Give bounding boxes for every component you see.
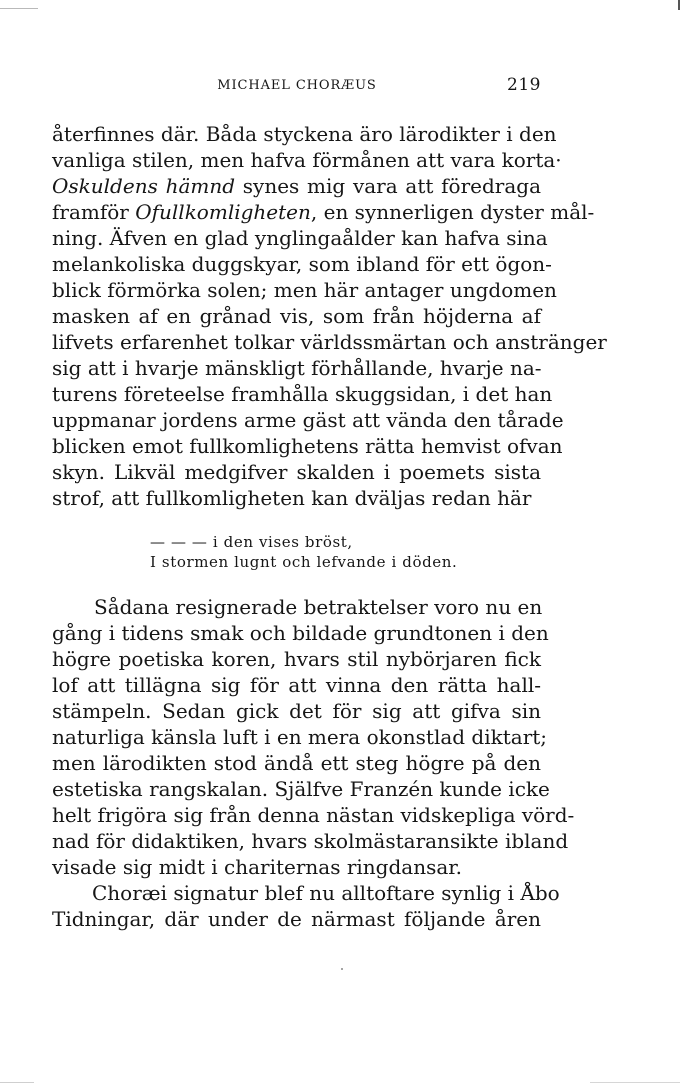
text-line: visade sig midt i chariternas ringdansar. — [52, 855, 462, 879]
text-line: Sådana resignerade betraktelser voro nu en — [94, 595, 543, 619]
italic-title: Oskuldens hämnd — [52, 174, 236, 198]
text-fragment: synes mig vara att föredraga — [242, 174, 541, 198]
text-line: skyn. Likväl medgifver skalden i poemets sista — [52, 460, 541, 484]
text-line: helt frigöra sig från denna nästan vidskepliga vörd- — [52, 803, 575, 827]
text-line: stämpeln. Sedan gick det för sig att gifva sin — [52, 699, 541, 723]
text-line: turens företeelse framhålla skuggsidan, i det han — [52, 382, 553, 406]
text-line: lifvets erfarenhet tolkar världssmärtan och anstränger — [52, 330, 607, 354]
text-fragment: , en synnerligen dyster mål- — [310, 200, 595, 224]
text-line: estetiska rangskalan. Själfve Franzén kunde icke — [52, 777, 550, 801]
scan-edge-top — [0, 8, 38, 9]
text-line: blicken emot fullkomlighetens rätta hemvist ofvan — [52, 434, 563, 458]
verse-line: I stormen lugnt och lefvande i döden. — [150, 553, 458, 571]
text-line: melankoliska duggskyar, som ibland för ett ögon- — [52, 252, 552, 276]
text-line: nad för didaktiken, hvars skolmästaransikte ibland — [52, 829, 569, 853]
text-line: återfinnes där. Båda styckena äro lärodikter i den — [52, 122, 557, 146]
text-line: ning. Äfven en glad ynglingaålder kan hafva sina — [52, 226, 548, 250]
print-speck — [341, 968, 343, 970]
text-line — [52, 173, 541, 199]
text-line: gång i tidens smak och bildade grundtonen i den — [52, 621, 549, 645]
text-line: naturliga känsla luft i en mera okonstlad diktart; — [52, 725, 548, 749]
text-line: blick förmörka solen; men här antager ungdomen — [52, 278, 557, 302]
text-line: högre poetiska koren, hvars stil nybörjaren fick — [52, 647, 541, 671]
text-line: uppmanar jordens arme gäst att vända den tårade — [52, 408, 564, 432]
running-head — [52, 76, 542, 98]
text-line: Choræi signatur blef nu alltoftare synlig i Åbo — [92, 881, 560, 905]
scan-edge-bottom-right — [590, 1082, 680, 1083]
text-line: vanliga stilen, men hafva förmånen att vara korta· — [52, 148, 562, 172]
text-fragment: framför — [52, 200, 129, 224]
italic-title: Ofullkomligheten — [135, 200, 311, 224]
text-line: sig att i hvarje mänskligt förhållande, hvarje na- — [52, 356, 542, 380]
text-line — [52, 199, 595, 225]
text-line: Tidningar, där under de närmast följande åren — [52, 907, 541, 931]
text-line: strof, att fullkomligheten kan dväljas redan här — [52, 486, 532, 510]
scan-edge-bottom-left — [0, 1082, 34, 1083]
running-title: MICHAEL CHORÆUS — [217, 78, 377, 93]
text-line: lof att tillägna sig för att vinna den rätta hall- — [52, 673, 541, 697]
text-line: men lärodikten stod ändå ett steg högre på den — [52, 751, 541, 775]
page-number: 219 — [507, 75, 541, 95]
verse-line: — — — i den vises bröst, — [150, 533, 353, 551]
text-line: masken af en grånad vis, som från höjderna af — [52, 304, 541, 328]
